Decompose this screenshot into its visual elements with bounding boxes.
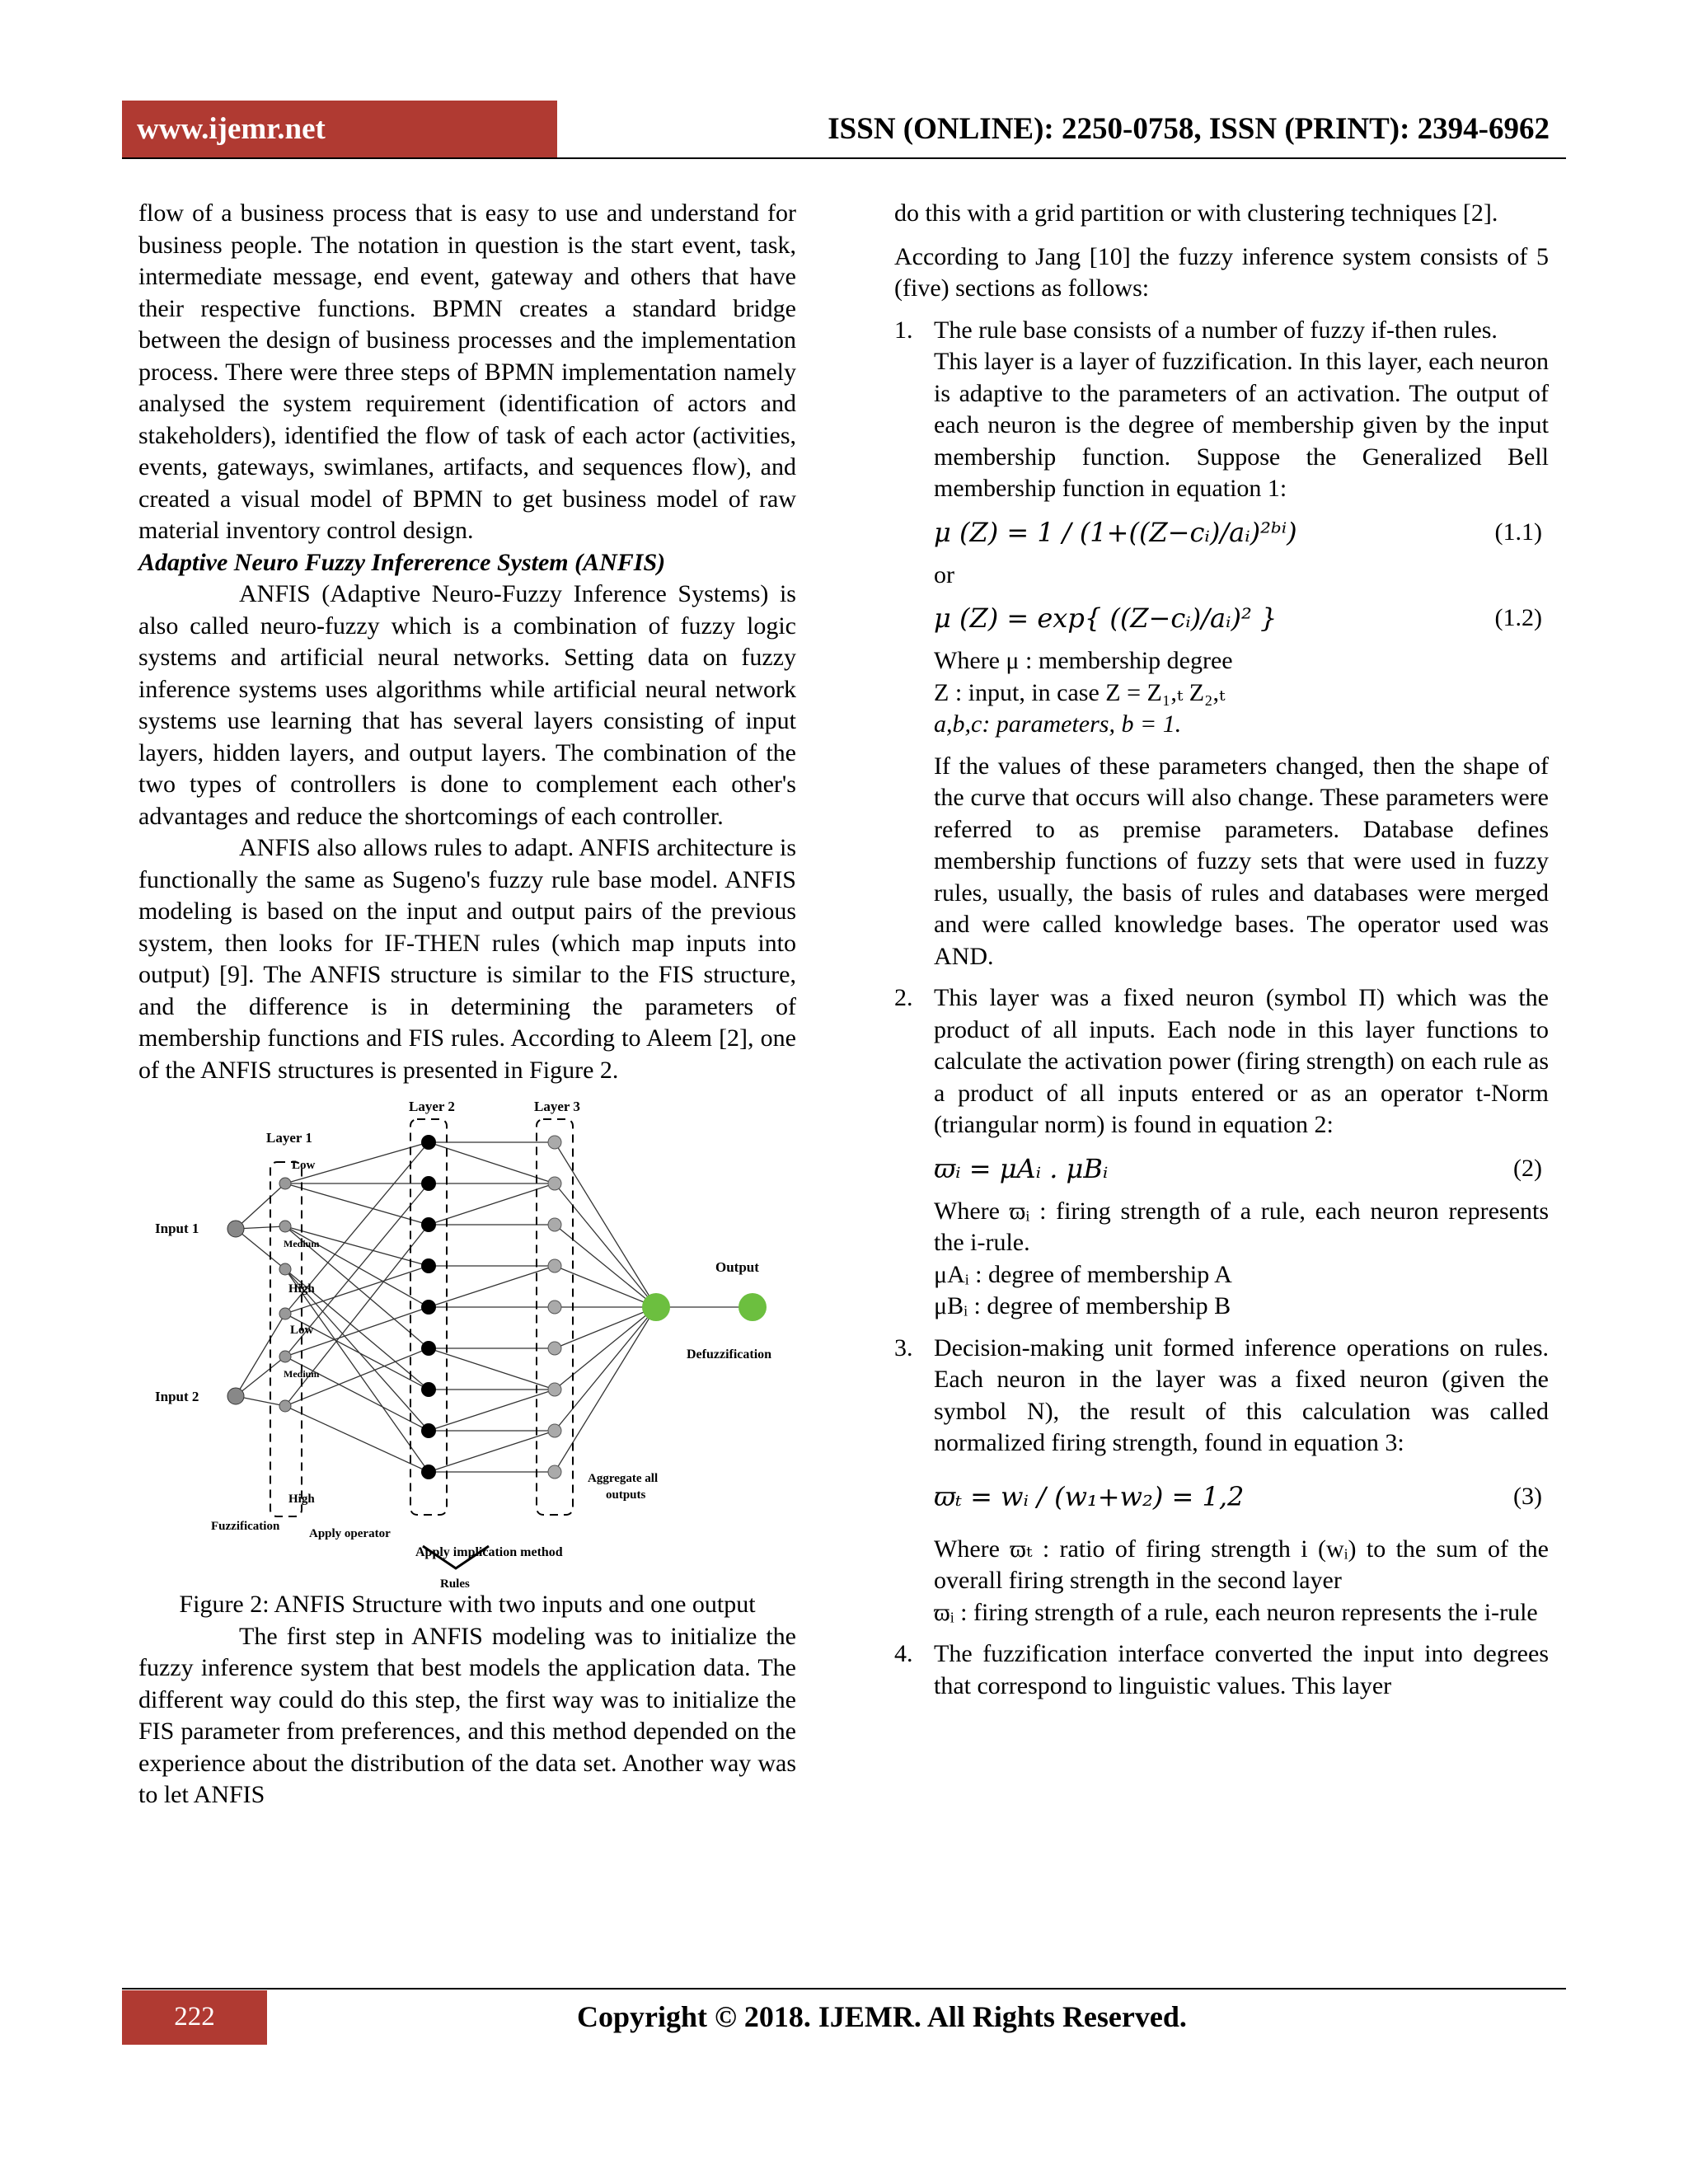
layer2-nodes (421, 1135, 436, 1479)
def-abc: a,b,c: parameters, b = 1. (934, 710, 1182, 738)
def-w: Where ϖᵢ : firing strength of a rule, each neuron represents the i-rule. (934, 1197, 1549, 1256)
def-z: Z : input, in case Z = Z₁,ₜ Z₂,ₜ (934, 678, 1226, 706)
input2-node (227, 1388, 244, 1404)
aggregate-node (642, 1293, 670, 1321)
label-mf-high-2: High (288, 1493, 315, 1506)
def-mu: Where μ : membership degree (934, 647, 1233, 674)
label-apply-implication: Apply implication method (415, 1545, 563, 1559)
item4-text: The fuzzification interface converted the input into degrees that correspond to linguistic values. This layer (934, 1640, 1549, 1699)
label-mf-medium-1: Medium (284, 1238, 320, 1249)
item3-text: Decision-making unit formed inference operations on rules. Each neuron in the layer was a fixed neuron (given the symbol N), the result of this calculation was called normalized firing strength, found in equation 3: (934, 1333, 1549, 1456)
def-mua: μAᵢ : degree of membership A (934, 1260, 1232, 1288)
label-input1: Input 1 (155, 1221, 199, 1236)
label-fuzzification: Fuzzification (211, 1520, 280, 1533)
footer-rule (122, 1988, 1566, 1990)
equation-text: μ (Z) = exp{ ((Z−cᵢ)/aᵢ)² } (934, 602, 1278, 634)
equation-1-1 (934, 505, 1549, 560)
equation-number: (2) (1513, 1154, 1542, 1182)
def-wi: ϖᵢ : firing strength of a rule, each neuron represents the i-rule (934, 1598, 1538, 1626)
label-mf-medium-2: Medium (284, 1368, 320, 1380)
paragraph-grid-partition: do this with a grid partition or with clustering techniques [2]. (894, 199, 1498, 227)
page-number: 222 (174, 2002, 215, 2032)
anfis-figure (138, 1094, 796, 1589)
def-mub: μBᵢ : degree of membership B (934, 1292, 1231, 1319)
equation-text: ϖₜ = wᵢ / (w₁+w₂) = 1,2 (934, 1480, 1245, 1512)
label-apply-operator: Apply operator (309, 1527, 391, 1540)
journal-site: www.ijemr.net (137, 112, 326, 146)
layer3-nodes (548, 1136, 561, 1479)
input1-node (227, 1221, 244, 1237)
figure-caption: Figure 2: ANFIS Structure with two inputs and one output (179, 1591, 756, 1618)
equation-text: μ (Z) = 1 / (1+((Z−cᵢ)/aᵢ)²ᵇⁱ) (934, 516, 1297, 548)
label-layer1: Layer 1 (266, 1130, 312, 1146)
or-label: or (934, 560, 954, 588)
equation-2 (934, 1141, 1549, 1196)
left-column (138, 198, 796, 1811)
label-defuzzification: Defuzzification (687, 1347, 772, 1361)
equation-number: (3) (1513, 1482, 1542, 1510)
list-item-4 (894, 1638, 1549, 1702)
def-wt: Where ϖₜ : ratio of firing strength i (wᵢ) to the sum of the overall firing strength in the second layer (934, 1535, 1549, 1594)
label-mf-low-2: Low (290, 1324, 314, 1337)
list-number: 2. (894, 984, 913, 1011)
label-output: Output (715, 1259, 759, 1275)
right-column (894, 198, 1549, 1702)
paragraph-jang: According to Jang [10] the fuzzy inference system consists of 5 (five) sections as follows: (894, 242, 1549, 302)
journal-issn: ISSN (ONLINE): 2250-0758, ISSN (PRINT): 2394-6962 (828, 112, 1550, 146)
list-item-3 (894, 1333, 1549, 1629)
equation-1-2 (934, 591, 1549, 645)
equation-text: ϖᵢ = μAᵢ . μBᵢ (934, 1152, 1109, 1184)
copyright: Copyright © 2018. IJEMR. All Rights Reserved. (577, 2000, 1187, 2033)
paragraph-bpmn: flow of a business process that is easy to use and understand for business people. The notation in question is the start event, task, intermediate message, end event, gateway and others that have their respective functions. BPMN creates a standard bridge between the design of business processes and the implementation process. There were three steps of BPMN implementation namely analysed the system requirement (identification of actors and stakeholders), identified the flow of task of each actor (activities, events, gateways, swimlanes, artifacts, and sequences flow), and created a visual model of BPMN to get business model of raw material inventory control design. (138, 199, 796, 544)
connections (236, 1142, 753, 1472)
list-number: 4. (894, 1640, 913, 1667)
paragraph-anfis-intro: ANFIS (Adaptive Neuro-Fuzzy Inference Systems) is also called neuro-fuzzy which is a combination of fuzzy logic systems and artificial neural networks. Setting data on fuzzy inference systems uses algorithms while artificial neural network systems use learning that has several layers consisting of input layers, hidden layers, and output layers. The combination of the two types of controllers is done to complement each other's advantages and reduce the shortcomings of each controller. (138, 580, 796, 830)
item1-fuzzification: This layer is a layer of fuzzification. In this layer, each neuron is adaptive to the parameters of an activation. The output of each neuron is the degree of membership given by the input membership function. Suppose the Generalized Bell membership function in equation 1: (934, 348, 1549, 502)
equation-number: (1.2) (1494, 604, 1542, 631)
section-heading-anfis: Adaptive Neuro Fuzzy Infererence System (ANFIS) (138, 548, 666, 576)
label-mf-high-1: High (288, 1282, 315, 1296)
equation-3 (934, 1469, 1549, 1524)
paragraph-first-step: The first step in ANFIS modeling was to initialize the fuzzy inference system that best models the application data. The different way could do this step, the first way was to initialize the FIS parameter from preferences, and this method depended on the experience about the distribution of the data set. Another way was to let ANFIS (138, 1622, 796, 1808)
label-rules: Rules (440, 1577, 470, 1589)
layer1-box (270, 1162, 302, 1516)
label-layer2: Layer 2 (409, 1099, 455, 1114)
item1-parameters: If the values of these parameters changed, then the shape of the curve that occurs will also change. These parameters were referred to as premise parameters. Database defines membership functions of fuzzy sets that were used in fuzzy rules, usually, the basis of rules and databases were merged and were called knowledge bases. The operator used was AND. (934, 752, 1549, 970)
anfis-diagram (138, 1094, 796, 1589)
label-mf-low-1: Low (292, 1159, 316, 1172)
item1-rule-base: The rule base consists of a number of fuzzy if-then rules. (934, 316, 1498, 344)
header-rule (122, 157, 1566, 159)
label-aggregate-2: outputs (606, 1488, 646, 1502)
label-layer3: Layer 3 (534, 1099, 580, 1114)
output-node (738, 1293, 767, 1321)
equation-number: (1.1) (1494, 518, 1542, 546)
list-item-1 (894, 315, 1549, 973)
paragraph-anfis-adapt: ANFIS also allows rules to adapt. ANFIS architecture is functionally the same as Sugeno's fuzzy rule base model. ANFIS modeling is based on the input and output pairs of the previous system, then looks for IF-THEN rules (which map inputs into output) [9]. The ANFIS structure is similar to the FIS structure, and the difference is in determining the parameters of membership functions and FIS rules. According to Aleem [2], one of the ANFIS structures is presented in Figure 2. (138, 834, 796, 1084)
list-number: 1. (894, 316, 913, 344)
label-aggregate-1: Aggregate all (588, 1472, 659, 1485)
item2-text: This layer was a fixed neuron (symbol Π) which was the product of all inputs. Each node in this layer functions to calculate the activation power (firing strength) on each rule as a product of all inputs entered or as an operator t-Norm (triangular norm) is found in equation 2: (934, 984, 1549, 1138)
list-item-2 (894, 982, 1549, 1323)
list-number: 3. (894, 1333, 913, 1361)
label-input2: Input 2 (155, 1389, 199, 1404)
